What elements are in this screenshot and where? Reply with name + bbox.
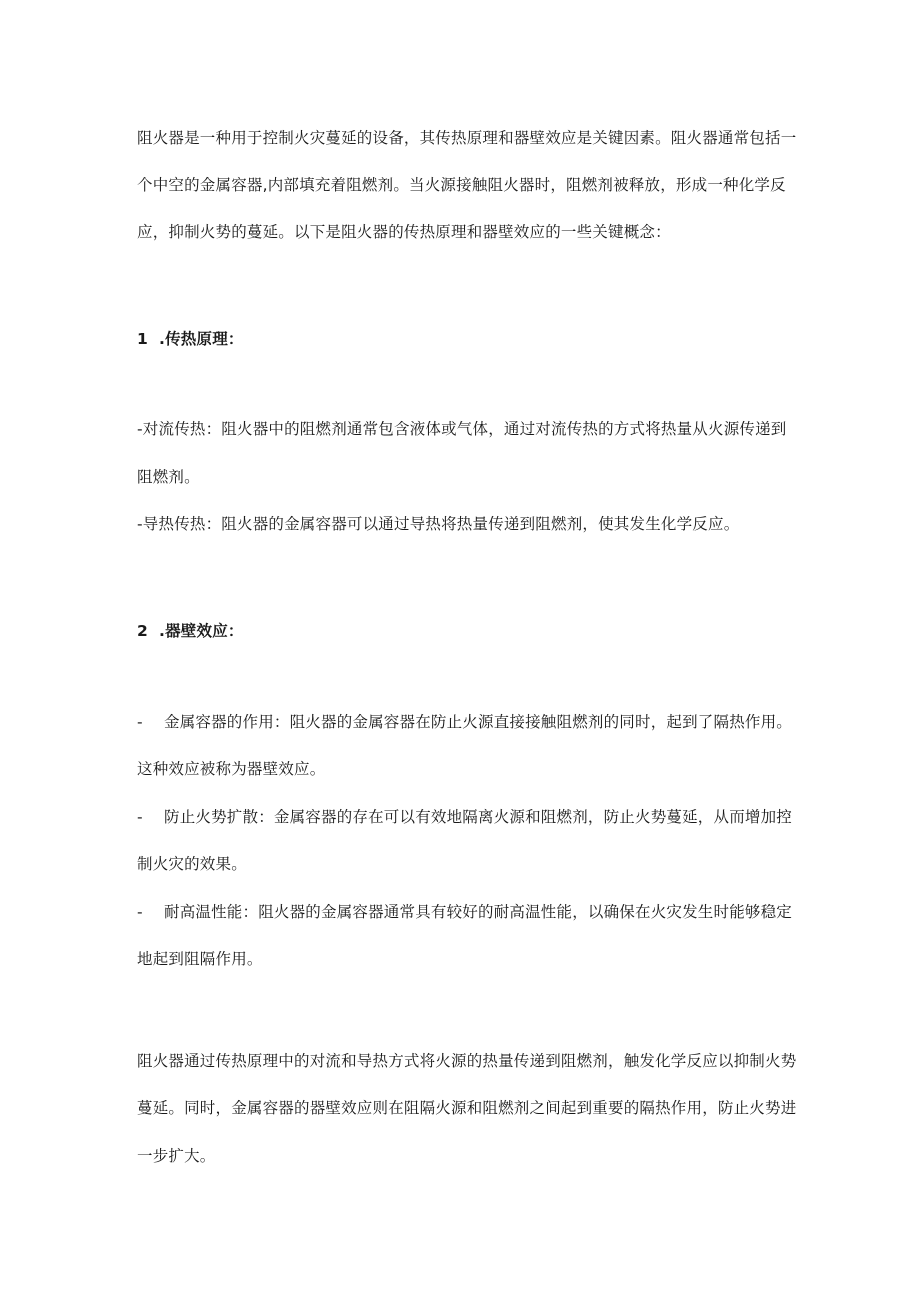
section-2-item-3-text: 耐高温性能：阻火器的金属容器通常具有较好的耐高温性能，以确保在火灾发生时能够稳定 (164, 903, 793, 921)
section-2-item-3-line-2: 地起到阻隔作用。 (137, 950, 263, 968)
bullet-dash: - (137, 808, 143, 826)
conclusion-line-3: 一步扩大。 (137, 1147, 216, 1165)
bullet-dash: - (137, 713, 143, 731)
section-2-item-2-line-1 (137, 806, 793, 828)
intro-line-1: 阻火器是一种用于控制火灾蔓延的设备，其传热原理和器壁效应是关键因素。阻火器通常包括一 (137, 129, 797, 147)
section-1-title: .传热原理： (159, 330, 244, 348)
section-2-item-1-line-1 (137, 711, 793, 733)
section-2-item-2-line-2: 制火灾的效果。 (137, 855, 247, 873)
section-2-number: 2 (137, 622, 148, 640)
section-1-item-2-line-1: -导热传热：阻火器的金属容器可以通过导热将热量传递到阻燃剂，使其发生化学反应。 (137, 515, 740, 533)
section-1-item-1-line-1: -对流传热：阻火器中的阻燃剂通常包含液体或气体，通过对流传热的方式将热量从火源传递到 (137, 420, 787, 438)
section-2-item-1-text: 金属容器的作用：阻火器的金属容器在防止火源直接接触阻燃剂的同时，起到了隔热作用。 (164, 713, 793, 731)
section-2-heading (137, 620, 787, 642)
section-1-number: 1 (137, 330, 148, 348)
section-1-item-1-line-2: 阻燃剂。 (137, 468, 200, 486)
conclusion-line-1: 阻火器通过传热原理中的对流和导热方式将火源的热量传递到阻燃剂，触发化学反应以抑制火势 (137, 1052, 797, 1070)
intro-line-3: 应，抑制火势的蔓延。以下是阻火器的传热原理和器壁效应的一些关键概念： (137, 223, 671, 241)
intro-line-2: 个中空的金属容器,内部填充着阻燃剂。当火源接触阻火器时，阻燃剂被释放，形成一种化学反 (137, 176, 786, 194)
section-1-heading (137, 328, 787, 350)
section-2-item-1-line-2: 这种效应被称为器壁效应。 (137, 760, 326, 778)
section-2-item-3-line-1 (137, 901, 793, 923)
section-2-item-2-text: 防止火势扩散：金属容器的存在可以有效地隔离火源和阻燃剂，防止火势蔓延，从而增加控 (164, 808, 793, 826)
conclusion-line-2: 蔓延。同时，金属容器的器壁效应则在阻隔火源和阻燃剂之间起到重要的隔热作用，防止火势进 (137, 1099, 797, 1117)
section-2-title: .器壁效应： (159, 622, 244, 640)
bullet-dash: - (137, 903, 143, 921)
